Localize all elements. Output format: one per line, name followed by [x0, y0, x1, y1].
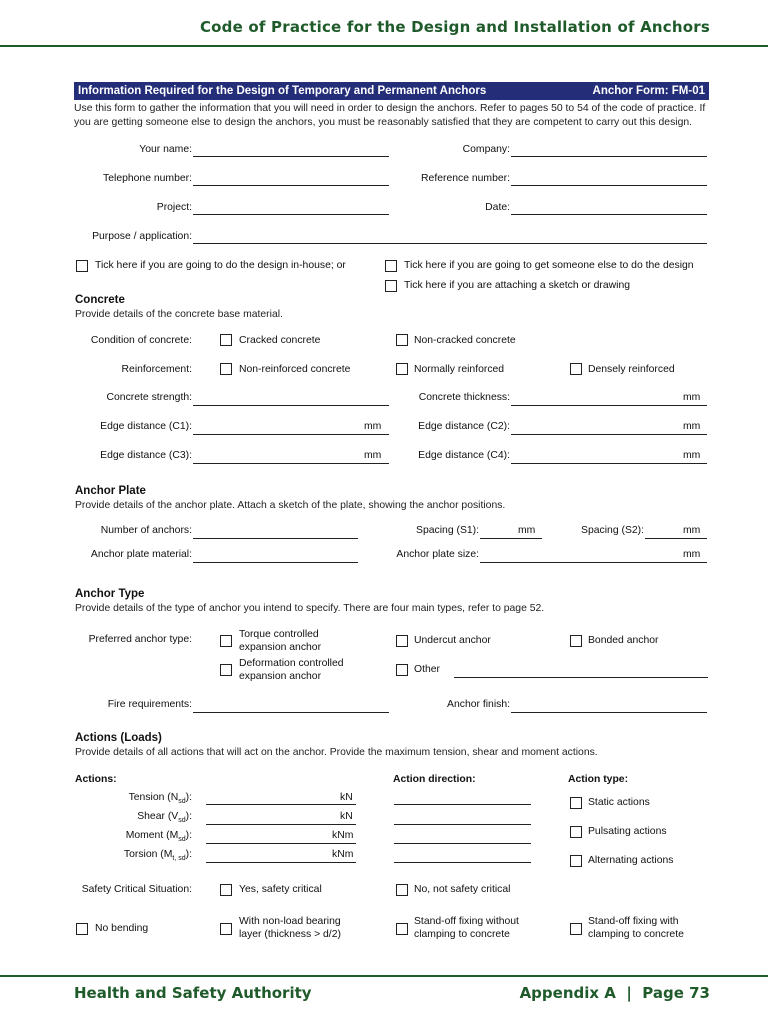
static-label: Static actions: [588, 797, 650, 808]
no-bending-checkbox[interactable]: [76, 923, 88, 935]
no-safety-label: No, not safety critical: [414, 884, 511, 895]
torsion-close: ):: [185, 849, 192, 860]
s2-label: Spacing (S2):: [581, 525, 644, 536]
finish-label: Anchor finish:: [447, 699, 510, 710]
footer-organisation: Health and Safety Authority: [74, 984, 312, 1002]
pulsating-checkbox[interactable]: [570, 826, 582, 838]
bonded-label: Bonded anchor: [588, 635, 659, 646]
fire-field[interactable]: [193, 712, 389, 713]
plate-size-label: Anchor plate size:: [396, 549, 479, 560]
form-intro: Use this form to gather the information that you will need in order to design the anchors. Refer to pages 50 to 54 of the code of practice. If you are getting someone else to design the anchors, you must be reasonably satisfied that they are competent to carry out this design.: [74, 103, 706, 128]
no-safety-checkbox[interactable]: [396, 884, 408, 896]
someone-else-checkbox[interactable]: [385, 260, 397, 272]
page-header-title: Code of Practice for the Design and Installation of Anchors: [199, 18, 710, 36]
so-with-line1: Stand-off fixing with: [588, 916, 679, 927]
non-reinforced-label: Non-reinforced concrete: [239, 364, 351, 375]
number-anchors-field[interactable]: [193, 538, 358, 539]
densely-reinforced-checkbox[interactable]: [570, 363, 582, 375]
telephone-field[interactable]: [193, 185, 389, 186]
non-load-bearing-checkbox[interactable]: [220, 923, 232, 935]
direction-col-header: Action direction:: [393, 774, 476, 785]
c3-unit: mm: [364, 450, 382, 461]
yes-safety-label: Yes, safety critical: [239, 884, 322, 895]
alternating-label: Alternating actions: [588, 855, 674, 866]
moment-close: ):: [185, 830, 192, 841]
moment-label-text: Moment (M: [125, 830, 179, 841]
yes-safety-checkbox[interactable]: [220, 884, 232, 896]
actions-col-header: Actions:: [75, 774, 117, 785]
normally-reinforced-checkbox[interactable]: [396, 363, 408, 375]
other-checkbox[interactable]: [396, 664, 408, 676]
pulsating-label: Pulsating actions: [588, 826, 667, 837]
alternating-checkbox[interactable]: [570, 855, 582, 867]
purpose-label: Purpose / application:: [92, 231, 192, 242]
shear-label-text: Shear (V: [137, 811, 179, 822]
actions-heading: Actions (Loads): [75, 732, 162, 744]
c1-field[interactable]: [193, 434, 389, 435]
non-load-bearing-label: [239, 915, 341, 941]
c2-field[interactable]: [511, 434, 707, 435]
sketch-checkbox[interactable]: [385, 280, 397, 292]
c2-unit: mm: [683, 421, 701, 432]
company-label: Company:: [462, 144, 510, 155]
torsion-unit: kNm: [332, 849, 354, 860]
cracked-checkbox[interactable]: [220, 334, 232, 346]
torque-label-line2: expansion anchor: [239, 642, 322, 653]
torsion-sub: t, sd: [172, 855, 186, 863]
torsion-direction-field[interactable]: [394, 862, 531, 863]
your-name-field[interactable]: [193, 156, 389, 157]
nlb-line1: With non-load bearing: [239, 916, 341, 927]
tension-close: ):: [185, 792, 192, 803]
date-field[interactable]: [511, 214, 707, 215]
c4-field[interactable]: [511, 463, 707, 464]
type-heading: Anchor Type: [75, 588, 145, 600]
tension-label-text: Tension (N: [128, 792, 179, 803]
moment-sub: sd: [178, 836, 186, 844]
date-label: Date:: [485, 202, 510, 213]
torsion-field[interactable]: [206, 862, 356, 863]
concrete-desc: Provide details of the concrete base material.: [75, 309, 283, 320]
shear-close: ):: [185, 811, 192, 822]
torque-label-line1: Torque controlled: [239, 629, 319, 640]
s2-field[interactable]: [645, 538, 707, 539]
strength-field[interactable]: [193, 405, 389, 406]
someone-else-label: Tick here if you are going to get someone else to do the design: [404, 260, 694, 271]
shear-unit: kN: [340, 811, 353, 822]
your-name-label: Your name:: [139, 144, 192, 155]
shear-direction-field[interactable]: [394, 824, 531, 825]
form-banner: [74, 82, 709, 100]
safety-label: Safety Critical Situation:: [81, 884, 192, 895]
header-rule: [0, 45, 768, 47]
c1-label: Edge distance (C1):: [100, 421, 192, 432]
inhouse-checkbox[interactable]: [76, 260, 88, 272]
strength-label: Concrete strength:: [106, 392, 192, 403]
nlb-line2: layer (thickness > d/2): [239, 929, 341, 940]
reinforcement-label: Reinforcement:: [121, 364, 192, 375]
torque-label: [239, 628, 321, 654]
footer-rule: [0, 975, 768, 977]
actions-desc: Provide details of all actions that will act on the anchor. Provide the maximum tension, shear and moment actions.: [75, 747, 598, 758]
thickness-field[interactable]: [511, 405, 707, 406]
reference-label: Reference number:: [421, 173, 510, 184]
type-desc: Provide details of the type of anchor you intend to specify. There are four main types, refer to page 52.: [75, 603, 545, 614]
tension-field[interactable]: [206, 804, 356, 805]
densely-reinforced-label: Densely reinforced: [588, 364, 675, 375]
standoff-with-checkbox[interactable]: [570, 923, 582, 935]
so-with-line2: clamping to concrete: [588, 929, 684, 940]
condition-label: Condition of concrete:: [90, 335, 192, 346]
tension-label: [129, 791, 192, 809]
standoff-without-checkbox[interactable]: [396, 923, 408, 935]
inhouse-label: Tick here if you are going to do the design in-house; or: [95, 260, 346, 271]
tension-unit: kN: [340, 792, 353, 803]
undercut-checkbox[interactable]: [396, 635, 408, 647]
sketch-label: Tick here if you are attaching a sketch or drawing: [404, 280, 631, 291]
plate-material-field[interactable]: [193, 562, 358, 563]
so-without-line1: Stand-off fixing without: [414, 916, 519, 927]
number-anchors-label: Number of anchors:: [100, 525, 192, 536]
moment-direction-field[interactable]: [394, 843, 531, 844]
c3-field[interactable]: [193, 463, 389, 464]
form-id: Anchor Form: FM-01: [592, 85, 705, 97]
project-field[interactable]: [193, 214, 389, 215]
plate-size-unit: mm: [683, 549, 701, 560]
s1-field[interactable]: [480, 538, 542, 539]
project-label: Project:: [156, 202, 192, 213]
undercut-label: Undercut anchor: [414, 635, 491, 646]
preferred-type-label: Preferred anchor type:: [88, 634, 192, 645]
s1-unit: mm: [518, 525, 536, 536]
so-without-line2: clamping to concrete: [414, 929, 510, 940]
deformation-label: [239, 657, 344, 683]
cracked-label: Cracked concrete: [239, 335, 321, 346]
bonded-checkbox[interactable]: [570, 635, 582, 647]
deformation-checkbox[interactable]: [220, 664, 232, 676]
other-label: Other: [414, 664, 440, 675]
shear-field[interactable]: [206, 824, 356, 825]
shear-label: [137, 810, 192, 828]
moment-field[interactable]: [206, 843, 356, 844]
plate-size-field[interactable]: [480, 562, 707, 563]
fire-label: Fire requirements:: [107, 699, 192, 710]
tension-direction-field[interactable]: [394, 804, 531, 805]
other-field[interactable]: [454, 677, 708, 678]
c3-label: Edge distance (C3):: [100, 450, 192, 461]
type-col-header: Action type:: [568, 774, 629, 785]
c4-label: Edge distance (C4):: [418, 450, 510, 461]
static-checkbox[interactable]: [570, 797, 582, 809]
finish-field[interactable]: [511, 712, 707, 713]
thickness-unit: mm: [683, 392, 701, 403]
deformation-label-line2: expansion anchor: [239, 671, 322, 682]
no-bending-label: No bending: [95, 923, 149, 934]
reference-field[interactable]: [511, 185, 707, 186]
c4-unit: mm: [683, 450, 701, 461]
s2-unit: mm: [683, 525, 701, 536]
torsion-label: [124, 848, 192, 866]
footer-page-number: Appendix A | Page 73: [519, 984, 710, 1002]
tension-sub: sd: [178, 798, 186, 806]
plate-material-label: Anchor plate material:: [90, 549, 192, 560]
normally-reinforced-label: Normally reinforced: [414, 364, 505, 375]
s1-label: Spacing (S1):: [416, 525, 479, 536]
shear-sub: sd: [178, 817, 186, 825]
standoff-with-label: [588, 915, 684, 941]
non-reinforced-checkbox[interactable]: [220, 363, 232, 375]
c2-label: Edge distance (C2):: [418, 421, 510, 432]
purpose-field[interactable]: [193, 243, 707, 244]
moment-unit: kNm: [332, 830, 354, 841]
moment-label: [126, 829, 192, 847]
telephone-label: Telephone number:: [103, 173, 192, 184]
torsion-label-text: Torsion (M: [123, 849, 173, 860]
form-title: Information Required for the Design of Temporary and Permanent Anchors: [78, 85, 487, 97]
thickness-label: Concrete thickness:: [418, 392, 510, 403]
standoff-without-label: [414, 915, 519, 941]
deformation-label-line1: Deformation controlled: [239, 658, 344, 669]
concrete-heading: Concrete: [75, 294, 125, 306]
non-cracked-checkbox[interactable]: [396, 334, 408, 346]
plate-desc: Provide details of the anchor plate. Attach a sketch of the plate, showing the anchor positions.: [75, 500, 506, 511]
plate-heading: Anchor Plate: [75, 485, 146, 497]
non-cracked-label: Non-cracked concrete: [414, 335, 516, 346]
company-field[interactable]: [511, 156, 707, 157]
torque-checkbox[interactable]: [220, 635, 232, 647]
c1-unit: mm: [364, 421, 382, 432]
